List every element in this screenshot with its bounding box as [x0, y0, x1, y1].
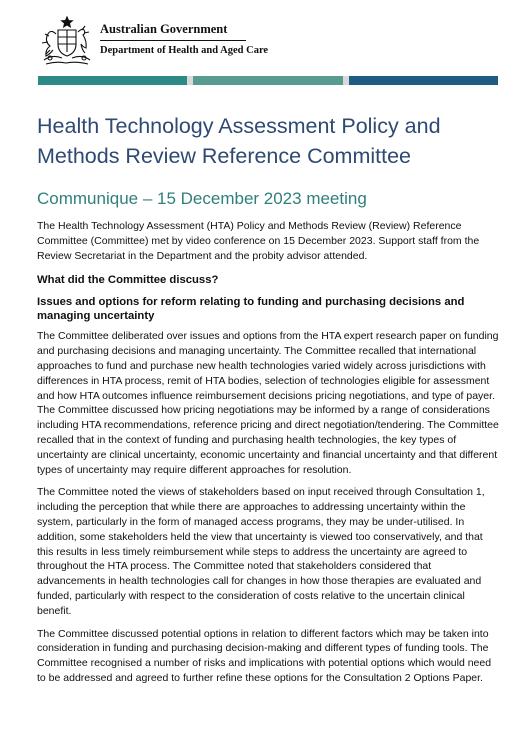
body-paragraph: The Committee deliberated over issues and options from the HTA expert research paper on funding and purchasing decisions and managing uncertainty. The Committee recalled that international approaches to fund and purchase new health technologies varied widely across jurisdictions with differences in HTA process, remit of HTA bodies, selection of technologies eligible for assessment and how HTA outcomes influence reimbursement decisions pricing negotiations, and type of payer. The Committee discussed how pricing negotiations may be informed by a range of considerations including HTA recommendations, reference pricing and direct negotiation/tendering. The Committee recalled that in the context of funding and purchasing health technologies, the key types of uncertainty are clinical uncertainty, economic uncertainty and financial uncertainty and that different types of uncertainty may require different approaches for resolution.	[37, 330, 499, 476]
government-name: Australian Government	[100, 22, 228, 36]
wordmark-divider	[100, 40, 246, 41]
color-band-green	[193, 76, 342, 85]
section-heading: What did the Committee discuss?	[37, 274, 219, 287]
coat-of-arms-icon	[38, 14, 96, 68]
color-band	[38, 76, 498, 85]
page-header	[38, 14, 498, 70]
government-wordmark	[100, 22, 268, 57]
subsection-heading: Issues and options for reform relating to funding and purchasing decisions and managing uncertainty	[37, 296, 465, 323]
body-paragraph: The Committee discussed potential options in relation to different factors which may be taken into consideration in funding and purchasing decision-making and different types of funding tools. The Committee recognised a number of risks and implications with potential options which would need to be addressed and agreed to further refine these options for the Consultation 2 Options Paper.	[37, 627, 492, 684]
communique-date-heading: Communique – 15 December 2023 meeting	[37, 189, 367, 208]
department-name: Department of Health and Aged Care	[100, 45, 269, 56]
intro-paragraph: The Health Technology Assessment (HTA) Policy and Methods Review (Review) Reference Committee (Committee) met by video conference on 15 December 2023. Support staff from the Review Secretariat in the Department and the probity advisor attended.	[37, 220, 480, 262]
body-paragraph: The Committee noted the views of stakeholders based on input received through Consultation 1, including the perception that while there are approaches to addressing uncertainty within the system, particularly in the form of managed access programs, they may be under-utilised. In addition, some stakeholders held the view that uncertainty is viewed too conservatively, and that this results in less timely reimbursement while steps to address the uncertainty are agreed to throughout the HTA process. The Committee noted that stakeholders considered that advancements in health technologies call for changes in how those therapies are evaluated and funded, particularly with respect to the consideration of costs relative to the uncertain clinical benefit.	[37, 486, 485, 617]
color-band-teal	[38, 76, 187, 85]
page-title: Health Technology Assessment Policy and Methods Review Reference Committee	[37, 114, 441, 168]
color-band-blue	[349, 76, 498, 85]
document-body	[37, 111, 499, 686]
